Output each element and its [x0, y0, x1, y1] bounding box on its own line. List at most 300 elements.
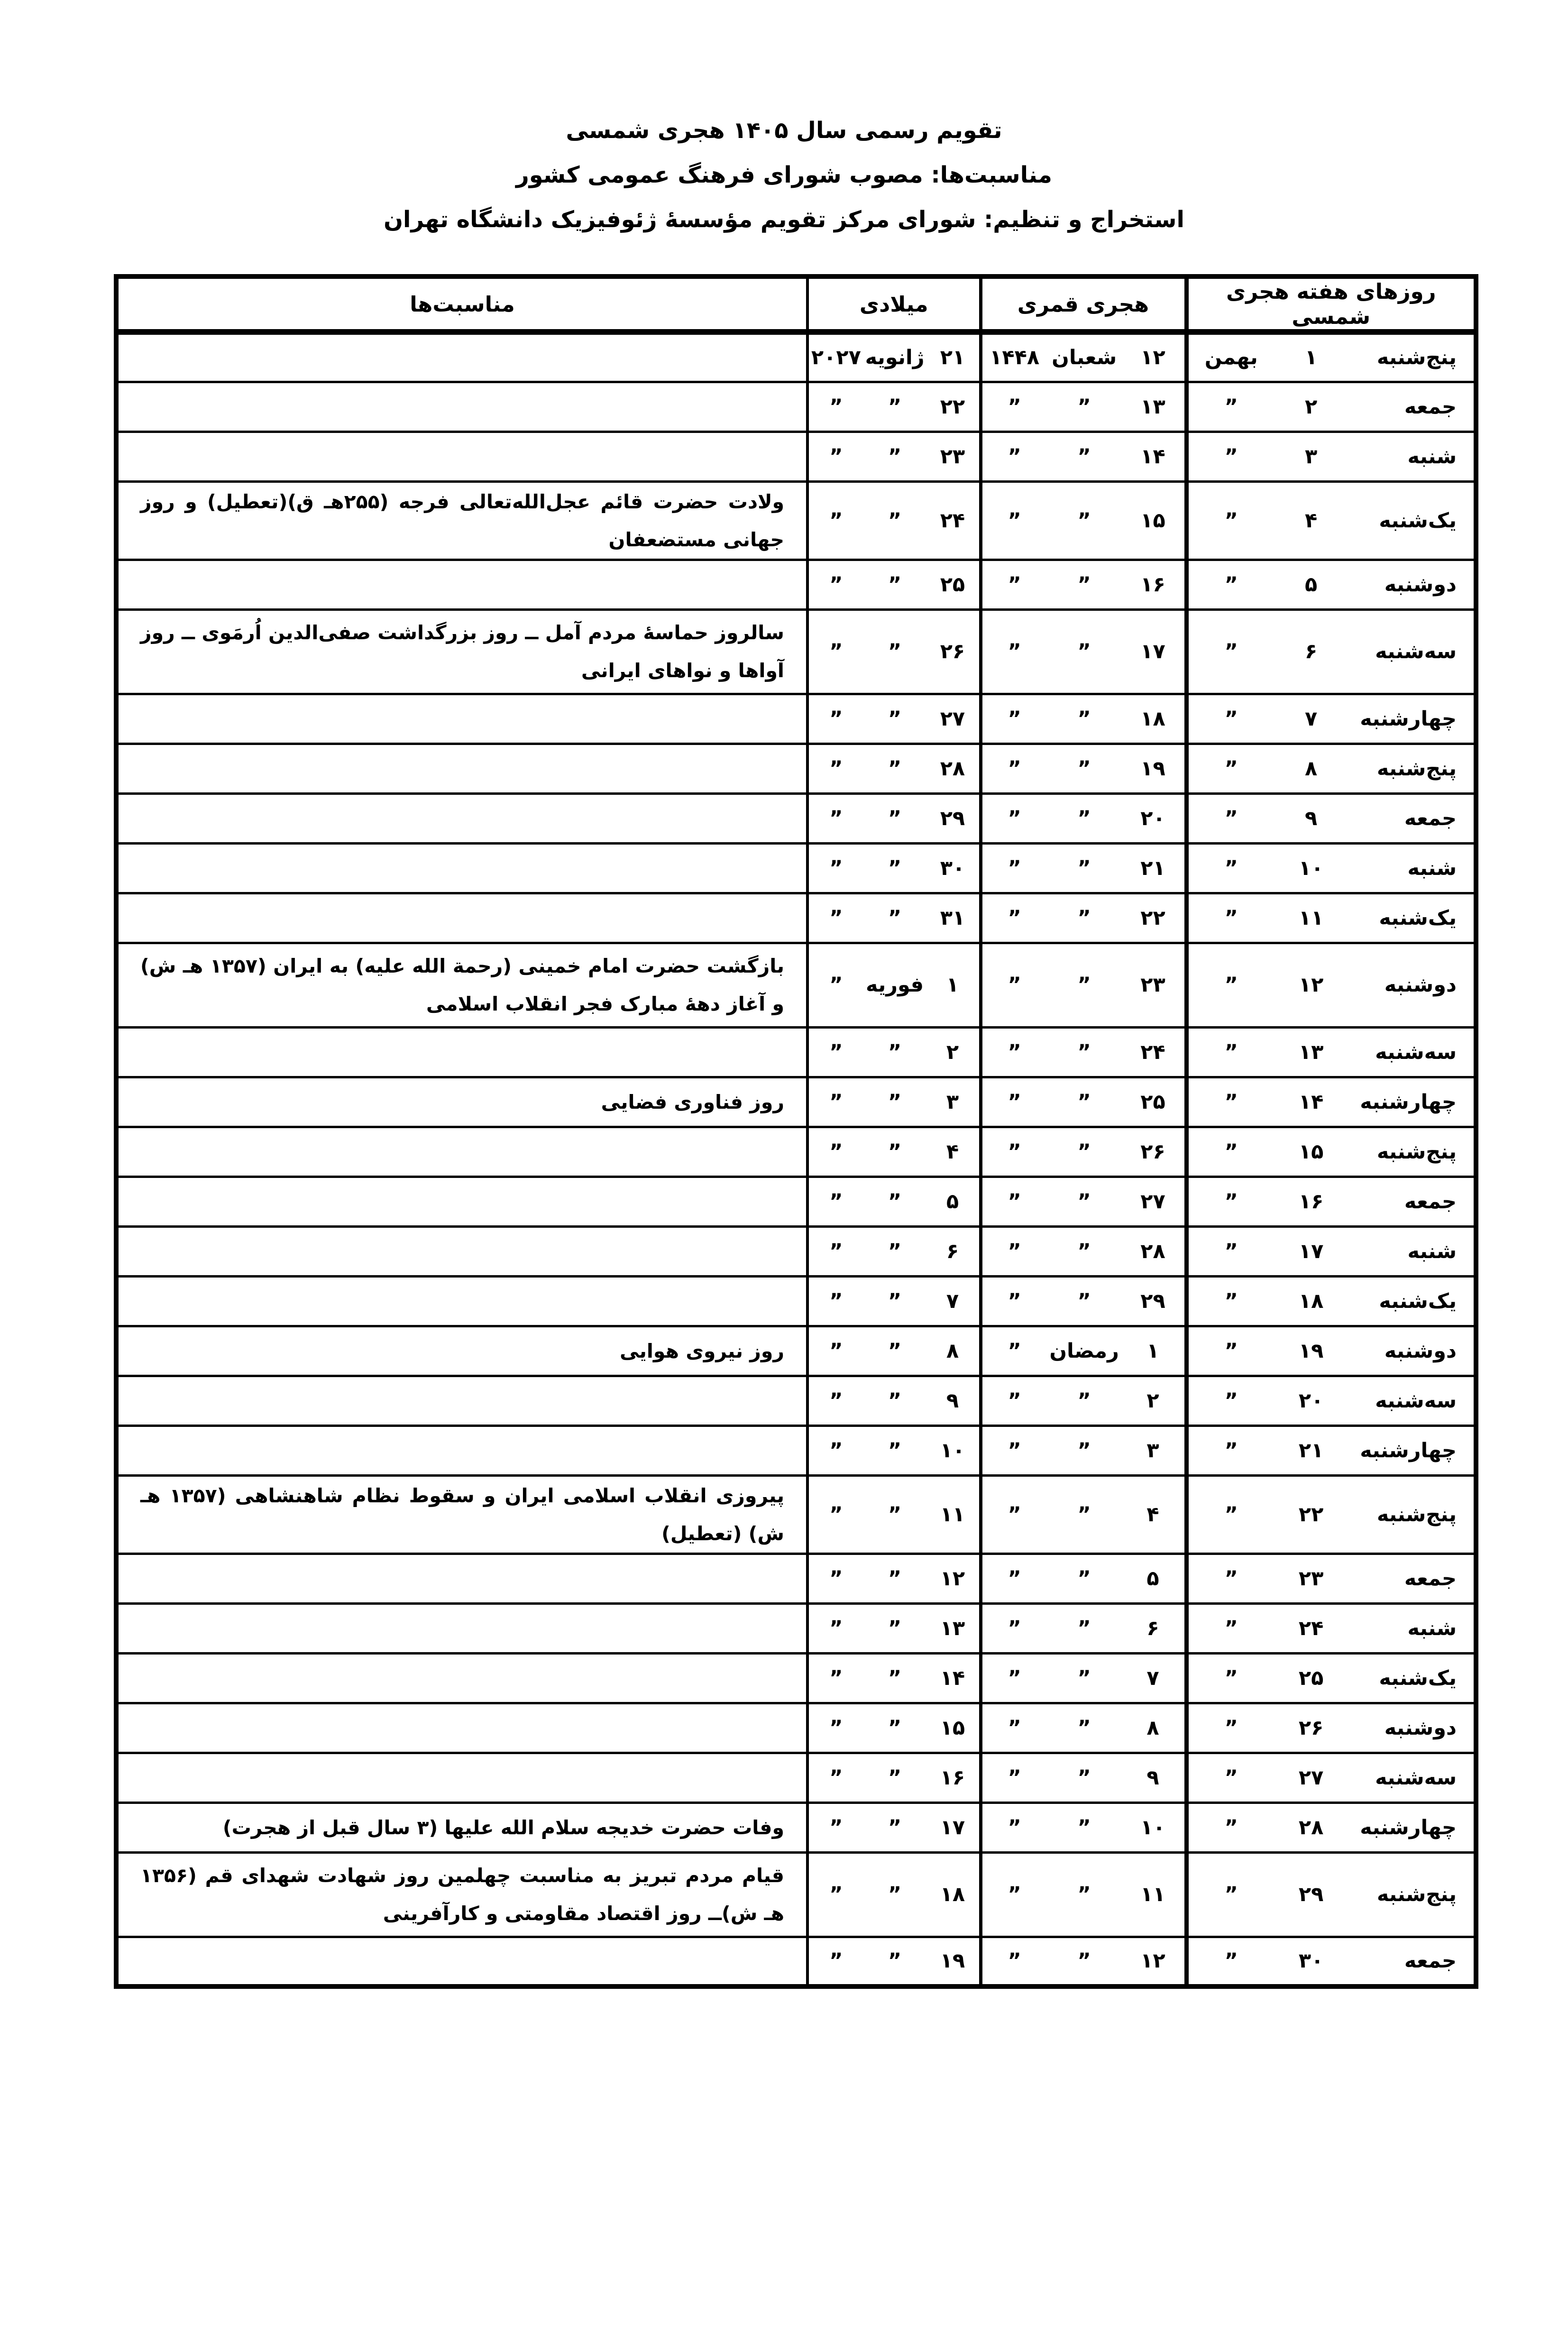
solar-day: ۱۱ — [1298, 906, 1324, 930]
gregorian-day: ۱۴ — [940, 1666, 965, 1690]
solar-day: ۱۳ — [1298, 1040, 1324, 1064]
weekday-name: چهارشنبه — [1360, 1438, 1457, 1462]
gregorian-month: ژانویه — [865, 346, 925, 370]
solar-month: ” — [1224, 1566, 1238, 1591]
gregorian-month: ” — [888, 640, 902, 663]
gregorian-year: ” — [829, 1239, 843, 1263]
occasion-cell — [116, 793, 807, 843]
lunar-cell — [981, 1177, 1186, 1226]
weekday-name: شنبه — [1407, 444, 1457, 469]
lunar-cell — [981, 609, 1186, 694]
solar-month: ” — [1224, 1949, 1238, 1973]
weekday-name: جمعه — [1404, 1189, 1457, 1214]
gregorian-month: ” — [888, 1239, 902, 1263]
table-row — [116, 793, 1476, 843]
gregorian-day: ۲۷ — [940, 707, 965, 731]
lunar-month: ” — [1077, 1666, 1091, 1690]
lunar-cell — [981, 1376, 1186, 1425]
gregorian-day: ۲۸ — [940, 756, 965, 781]
solar-day: ۲۴ — [1298, 1616, 1324, 1640]
gregorian-cell — [807, 893, 981, 943]
gregorian-year: ” — [829, 1140, 843, 1164]
gregorian-month: ” — [888, 1040, 902, 1064]
weekday-solar-cell — [1186, 1077, 1476, 1127]
solar-month: ” — [1224, 1090, 1238, 1114]
occasion-text: پیروزی انقلاب اسلامی ایران و سقوط نظام شاهنشاهی (۱۳۵۷ هـ ش) (تعطیل) — [140, 1484, 784, 1545]
lunar-day: ۱۸ — [1140, 707, 1165, 731]
occasion-cell — [116, 943, 807, 1027]
gregorian-year: ” — [829, 1566, 843, 1591]
gregorian-cell — [807, 1554, 981, 1603]
occasion-cell — [116, 1326, 807, 1376]
occasion-text: سالروز حماسۀ مردم آمل ــ روز بزرگداشت صفی‌الدین اُرمَوی ــ روز آواها و نواهای ایرانی — [140, 621, 784, 682]
gregorian-year: ” — [829, 1339, 843, 1363]
lunar-cell — [981, 1475, 1186, 1554]
lunar-day: ۲۴ — [1140, 1040, 1165, 1064]
gregorian-day: ۲۱ — [940, 346, 965, 370]
table-row — [116, 1177, 1476, 1226]
lunar-cell — [981, 1027, 1186, 1077]
occasion-cell — [116, 1127, 807, 1177]
gregorian-cell — [807, 1027, 981, 1077]
weekday-solar-cell — [1186, 1027, 1476, 1077]
weekday-solar-cell — [1186, 1653, 1476, 1703]
gregorian-month: ” — [888, 856, 902, 880]
gregorian-cell — [807, 609, 981, 694]
lunar-month: ” — [1077, 1616, 1091, 1640]
table-row — [116, 1937, 1476, 1986]
lunar-month: ” — [1077, 1949, 1091, 1973]
solar-day: ۹ — [1305, 806, 1318, 830]
gregorian-cell — [807, 1326, 981, 1376]
gregorian-day: ۱۸ — [940, 1883, 965, 1906]
solar-day: ۲۵ — [1298, 1666, 1324, 1690]
lunar-day: ۴ — [1146, 1502, 1159, 1526]
lunar-month: ” — [1077, 1502, 1091, 1526]
weekday-solar-cell — [1186, 1852, 1476, 1937]
gregorian-day: ۶ — [946, 1239, 959, 1263]
lunar-day: ۱۷ — [1140, 640, 1165, 663]
gregorian-month: ” — [888, 707, 902, 731]
gregorian-month: ” — [888, 1388, 902, 1413]
solar-month: ” — [1224, 640, 1238, 663]
lunar-cell — [981, 1326, 1186, 1376]
gregorian-cell — [807, 1802, 981, 1852]
gregorian-day: ۲۴ — [940, 508, 965, 533]
gregorian-month: ” — [888, 1716, 902, 1740]
gregorian-day: ۱۰ — [940, 1438, 965, 1462]
lunar-year: ” — [1008, 1090, 1021, 1114]
gregorian-day: ۲۶ — [940, 640, 965, 663]
gregorian-month: ” — [888, 906, 902, 930]
lunar-day: ۲۰ — [1140, 806, 1165, 830]
col-header-lunar: هجری قمری — [981, 276, 1186, 332]
lunar-day: ۱ — [1146, 1339, 1159, 1363]
weekday-name: چهارشنبه — [1360, 1090, 1457, 1114]
gregorian-day: ۱۱ — [940, 1502, 965, 1526]
weekday-name: دوشنبه — [1384, 572, 1457, 597]
weekday-solar-cell — [1186, 1937, 1476, 1986]
weekday-solar-cell — [1186, 1703, 1476, 1753]
weekday-name: شنبه — [1407, 1239, 1457, 1263]
lunar-year: ” — [1008, 395, 1021, 419]
lunar-year: ” — [1008, 1438, 1021, 1462]
gregorian-month: ” — [888, 756, 902, 781]
weekday-solar-cell — [1186, 1326, 1476, 1376]
lunar-year: ” — [1008, 756, 1021, 781]
lunar-month: ” — [1077, 1716, 1091, 1740]
occasion-cell — [116, 1703, 807, 1753]
lunar-day: ۶ — [1146, 1616, 1159, 1640]
solar-month: ” — [1224, 1666, 1238, 1690]
table-row — [116, 1276, 1476, 1326]
weekday-name: سه‌شنبه — [1375, 640, 1457, 663]
table-row — [116, 1703, 1476, 1753]
table-row — [116, 843, 1476, 893]
occasion-cell — [116, 560, 807, 609]
lunar-year: ” — [1008, 1239, 1021, 1263]
gregorian-cell — [807, 332, 981, 382]
solar-day: ۲۳ — [1298, 1566, 1324, 1591]
weekday-solar-cell — [1186, 432, 1476, 481]
lunar-day: ۲۷ — [1140, 1189, 1165, 1214]
gregorian-month: ” — [888, 1339, 902, 1363]
weekday-solar-cell — [1186, 382, 1476, 432]
gregorian-cell — [807, 1276, 981, 1326]
gregorian-cell — [807, 432, 981, 481]
lunar-day: ۲۳ — [1140, 973, 1165, 997]
solar-month: ” — [1224, 1438, 1238, 1462]
gregorian-cell — [807, 1653, 981, 1703]
occasion-text: بازگشت حضرت امام خمینی (رحمة الله علیه) به ایران (۱۳۵۷ هـ ش) و آغاز دهۀ مبارک فجر انقلاب اسلامی — [140, 955, 784, 1015]
lunar-year: ” — [1008, 1815, 1021, 1839]
lunar-day: ۱۰ — [1140, 1815, 1165, 1839]
occasion-cell — [116, 1852, 807, 1937]
lunar-year: ” — [1008, 1388, 1021, 1413]
lunar-day: ۲۲ — [1140, 906, 1165, 930]
weekday-name: چهارشنبه — [1360, 707, 1457, 731]
gregorian-month: ” — [888, 1140, 902, 1164]
lunar-cell — [981, 694, 1186, 744]
lunar-cell — [981, 1603, 1186, 1653]
occasion-cell — [116, 609, 807, 694]
lunar-day: ۳ — [1146, 1438, 1159, 1462]
col-header-occasions: مناسبت‌ها — [116, 276, 807, 332]
solar-month: ” — [1224, 395, 1238, 419]
lunar-year: ” — [1008, 444, 1021, 469]
occasion-cell — [116, 1753, 807, 1802]
gregorian-day: ۱۷ — [940, 1815, 965, 1839]
solar-month: ” — [1224, 856, 1238, 880]
gregorian-month: ” — [888, 395, 902, 419]
gregorian-year: ” — [829, 756, 843, 781]
solar-month: ” — [1224, 1883, 1238, 1906]
gregorian-month: ” — [888, 1189, 902, 1214]
solar-day: ۲۲ — [1298, 1502, 1324, 1526]
doc-title-line-1: تقویم رسمی سال ۱۴۰۵ هجری شمسی — [566, 117, 1002, 144]
gregorian-month: ” — [888, 1090, 902, 1114]
lunar-month: ” — [1077, 1765, 1091, 1790]
lunar-cell — [981, 560, 1186, 609]
occasion-text: روز نیروی هوایی — [620, 1339, 784, 1362]
table-row — [116, 332, 1476, 382]
lunar-year: ” — [1008, 640, 1021, 663]
gregorian-cell — [807, 1425, 981, 1475]
calendar-body — [116, 332, 1476, 1986]
weekday-solar-cell — [1186, 943, 1476, 1027]
solar-day: ۲۹ — [1298, 1883, 1324, 1906]
gregorian-day: ۲۳ — [940, 444, 965, 469]
gregorian-month: ” — [888, 508, 902, 533]
gregorian-day: ۲۵ — [940, 572, 965, 597]
gregorian-year: ” — [829, 1090, 843, 1114]
weekday-name: دوشنبه — [1384, 1339, 1457, 1363]
lunar-cell — [981, 1753, 1186, 1802]
solar-day: ۳ — [1305, 444, 1318, 469]
solar-month: ” — [1224, 1289, 1238, 1313]
table-row — [116, 694, 1476, 744]
table-row — [116, 893, 1476, 943]
lunar-year: ” — [1008, 1040, 1021, 1064]
table-row — [116, 1425, 1476, 1475]
gregorian-day: ۱۶ — [940, 1765, 965, 1790]
weekday-solar-cell — [1186, 1475, 1476, 1554]
lunar-year: ” — [1008, 1566, 1021, 1591]
weekday-name: سه‌شنبه — [1375, 1765, 1457, 1790]
weekday-name: سه‌شنبه — [1375, 1040, 1457, 1064]
lunar-year: ” — [1008, 1716, 1021, 1740]
gregorian-day: ۱۹ — [940, 1949, 965, 1973]
solar-day: ۱۶ — [1298, 1189, 1324, 1214]
solar-month: ” — [1224, 756, 1238, 781]
lunar-year: ۱۴۴۸ — [990, 346, 1040, 370]
gregorian-cell — [807, 694, 981, 744]
occasion-cell — [116, 432, 807, 481]
occasion-cell — [116, 1937, 807, 1986]
gregorian-cell — [807, 793, 981, 843]
gregorian-month: ” — [888, 806, 902, 830]
gregorian-day: ۵ — [946, 1189, 959, 1214]
lunar-cell — [981, 1703, 1186, 1753]
lunar-year: ” — [1008, 1140, 1021, 1164]
weekday-solar-cell — [1186, 893, 1476, 943]
gregorian-cell — [807, 1937, 981, 1986]
solar-day: ۵ — [1305, 572, 1318, 597]
gregorian-year: ” — [829, 1040, 843, 1064]
header-row — [116, 276, 1476, 332]
weekday-name: جمعه — [1404, 395, 1457, 419]
lunar-cell — [981, 1077, 1186, 1127]
col-header-gregorian: میلادی — [807, 276, 981, 332]
occasion-text: قیام مردم تبریز به مناسبت چهلمین روز شهادت شهدای قم (۱۳۵۶ هـ ش)ــ روز اقتصاد مقاومتی و کارآفرینی — [140, 1864, 784, 1925]
lunar-month: ” — [1077, 640, 1091, 663]
doc-title-line-2: مناسبت‌ها: مصوب شورای فرهنگ عمومی کشور — [516, 162, 1052, 188]
lunar-day: ۲ — [1146, 1388, 1159, 1413]
lunar-month: شعبان — [1052, 346, 1117, 370]
lunar-year: ” — [1008, 1339, 1021, 1363]
gregorian-month: ” — [888, 1616, 902, 1640]
gregorian-year: ” — [829, 1716, 843, 1740]
lunar-cell — [981, 432, 1186, 481]
gregorian-day: ۸ — [946, 1339, 959, 1363]
solar-day: ۱ — [1305, 346, 1318, 370]
occasion-cell — [116, 1376, 807, 1425]
lunar-month: ” — [1077, 1189, 1091, 1214]
weekday-solar-cell — [1186, 1376, 1476, 1425]
gregorian-year: ” — [829, 1616, 843, 1640]
occasion-cell — [116, 1226, 807, 1276]
table-row — [116, 1852, 1476, 1937]
lunar-day: ۱۶ — [1140, 572, 1165, 597]
solar-day: ۱۹ — [1298, 1339, 1324, 1363]
gregorian-year: ” — [829, 1289, 843, 1313]
occasion-cell — [116, 1475, 807, 1554]
solar-month: ” — [1224, 1815, 1238, 1839]
occasion-cell — [116, 744, 807, 793]
gregorian-cell — [807, 1226, 981, 1276]
occasion-cell — [116, 332, 807, 382]
gregorian-month: ” — [888, 1949, 902, 1973]
gregorian-cell — [807, 1703, 981, 1753]
weekday-name: پنج‌شنبه — [1376, 1883, 1457, 1906]
lunar-day: ۷ — [1146, 1666, 1159, 1690]
solar-month: ” — [1224, 1388, 1238, 1413]
lunar-year: ” — [1008, 1883, 1021, 1906]
lunar-year: ” — [1008, 707, 1021, 731]
solar-day: ۱۰ — [1298, 856, 1324, 880]
solar-day: ۳۰ — [1298, 1949, 1324, 1973]
solar-month: ” — [1224, 1502, 1238, 1526]
weekday-name: پنج‌شنبه — [1376, 1140, 1457, 1164]
table-row — [116, 1802, 1476, 1852]
gregorian-year: ” — [829, 1949, 843, 1973]
lunar-year: ” — [1008, 1289, 1021, 1313]
solar-day: ۲۶ — [1298, 1716, 1324, 1740]
solar-day: ۱۲ — [1298, 973, 1324, 997]
table-row — [116, 1475, 1476, 1554]
solar-day: ۲۸ — [1298, 1815, 1324, 1839]
gregorian-year: ” — [829, 1438, 843, 1462]
gregorian-day: ۲۹ — [940, 806, 965, 830]
occasion-cell — [116, 382, 807, 432]
weekday-name: شنبه — [1407, 1616, 1457, 1640]
lunar-cell — [981, 1276, 1186, 1326]
solar-day: ۱۵ — [1298, 1140, 1324, 1164]
solar-month: ” — [1224, 1239, 1238, 1263]
gregorian-year: ” — [829, 707, 843, 731]
occasion-cell — [116, 481, 807, 560]
occasion-cell — [116, 1027, 807, 1077]
lunar-cell — [981, 744, 1186, 793]
lunar-month: ” — [1077, 1289, 1091, 1313]
lunar-day: ۲۹ — [1140, 1289, 1165, 1313]
lunar-day: ۱۳ — [1140, 395, 1165, 419]
weekday-name: جمعه — [1404, 806, 1457, 830]
occasion-text: روز فناوری فضایی — [601, 1090, 784, 1113]
lunar-cell — [981, 382, 1186, 432]
lunar-month: ” — [1077, 806, 1091, 830]
weekday-solar-cell — [1186, 1226, 1476, 1276]
weekday-name: یک‌شنبه — [1379, 906, 1457, 930]
gregorian-year: ” — [829, 444, 843, 469]
gregorian-day: ۲۲ — [940, 395, 965, 419]
weekday-name: چهارشنبه — [1360, 1815, 1457, 1839]
table-row — [116, 1127, 1476, 1177]
solar-month: ” — [1224, 508, 1238, 533]
solar-month: ” — [1224, 1716, 1238, 1740]
gregorian-day: ۳۱ — [940, 906, 965, 930]
weekday-name: یک‌شنبه — [1379, 1666, 1457, 1690]
table-row — [116, 1027, 1476, 1077]
gregorian-day: ۲ — [946, 1040, 959, 1064]
gregorian-cell — [807, 1603, 981, 1653]
table-row — [116, 609, 1476, 694]
gregorian-cell — [807, 1177, 981, 1226]
gregorian-month: ” — [888, 1883, 902, 1906]
gregorian-day: ۹ — [946, 1388, 959, 1413]
weekday-solar-cell — [1186, 1177, 1476, 1226]
gregorian-cell — [807, 943, 981, 1027]
gregorian-cell — [807, 1077, 981, 1127]
solar-month: ” — [1224, 806, 1238, 830]
weekday-name: یک‌شنبه — [1379, 1289, 1457, 1313]
gregorian-cell — [807, 560, 981, 609]
lunar-month: ” — [1077, 756, 1091, 781]
lunar-day: ۲۶ — [1140, 1140, 1165, 1164]
occasion-cell — [116, 694, 807, 744]
weekday-solar-cell — [1186, 843, 1476, 893]
solar-day: ۲۰ — [1298, 1388, 1324, 1413]
table-row — [116, 1554, 1476, 1603]
table-row — [116, 432, 1476, 481]
solar-day: ۱۸ — [1298, 1289, 1324, 1313]
lunar-month: ” — [1077, 1815, 1091, 1839]
calendar-table — [114, 274, 1478, 1989]
occasion-cell — [116, 843, 807, 893]
gregorian-month: ” — [888, 1765, 902, 1790]
gregorian-month: ” — [888, 1815, 902, 1839]
gregorian-year: ” — [829, 1765, 843, 1790]
lunar-cell — [981, 1802, 1186, 1852]
gregorian-day: ۷ — [946, 1289, 959, 1313]
gregorian-cell — [807, 382, 981, 432]
gregorian-year: ” — [829, 640, 843, 663]
lunar-month: ” — [1077, 973, 1091, 997]
lunar-month: ” — [1077, 572, 1091, 597]
lunar-day: ۱۹ — [1140, 756, 1165, 781]
gregorian-year: ” — [829, 1388, 843, 1413]
weekday-solar-cell — [1186, 481, 1476, 560]
gregorian-day: ۳ — [946, 1090, 959, 1114]
weekday-name: جمعه — [1404, 1949, 1457, 1973]
gregorian-cell — [807, 1475, 981, 1554]
lunar-month: ” — [1077, 707, 1091, 731]
occasion-cell — [116, 1425, 807, 1475]
weekday-name: دوشنبه — [1384, 1716, 1457, 1740]
occasion-cell — [116, 1077, 807, 1127]
occasion-cell — [116, 1802, 807, 1852]
lunar-cell — [981, 893, 1186, 943]
gregorian-cell — [807, 1376, 981, 1425]
lunar-day: ۲۱ — [1140, 856, 1165, 880]
lunar-month: ” — [1077, 1438, 1091, 1462]
gregorian-day: ۴ — [946, 1140, 959, 1164]
table-row — [116, 1077, 1476, 1127]
table-row — [116, 1603, 1476, 1653]
solar-month: ” — [1224, 1765, 1238, 1790]
occasion-text: ولادت حضرت قائم عجل‌الله‌تعالی فرجه (۲۵۵هـ ق)(تعطیل) و روز جهانی مستضعفان — [140, 490, 784, 551]
lunar-cell — [981, 1127, 1186, 1177]
